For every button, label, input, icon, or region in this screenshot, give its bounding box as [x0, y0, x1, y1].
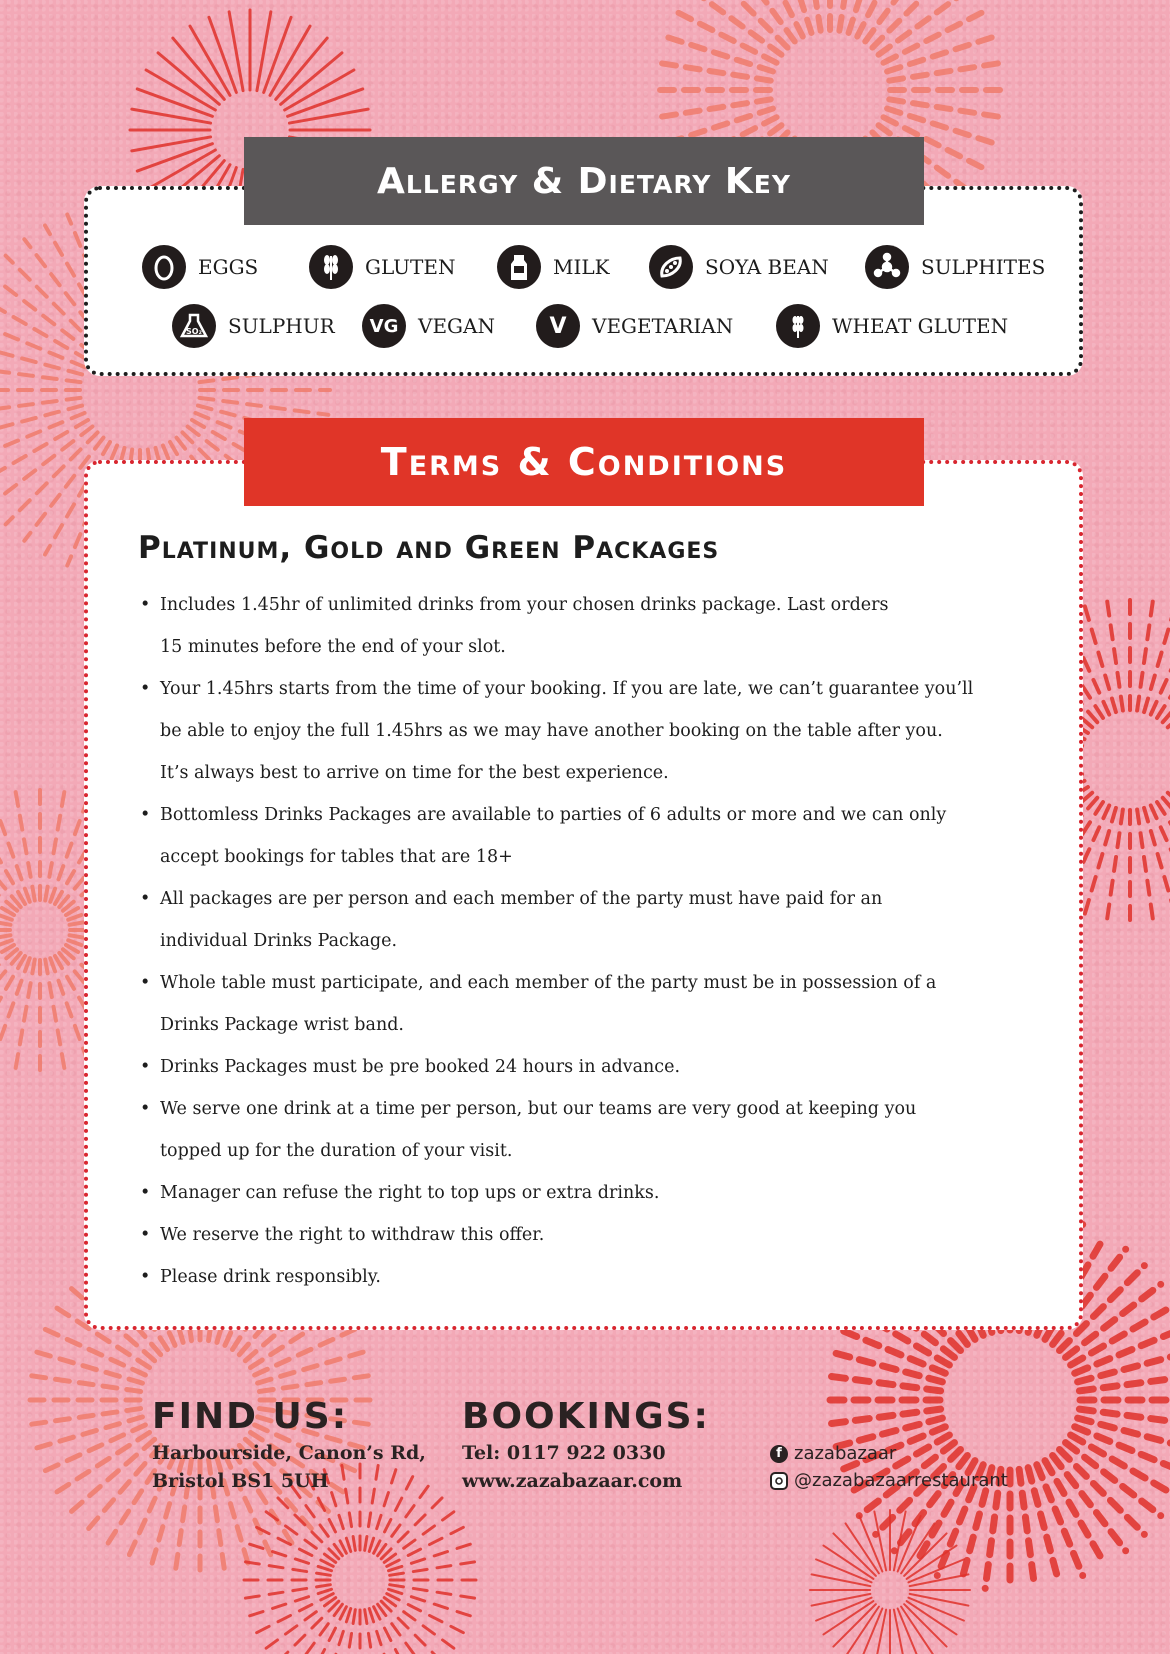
- starburst-ray: [381, 1601, 445, 1654]
- starburst-ray: [1106, 809, 1123, 928]
- starburst-ray: [389, 1543, 475, 1571]
- starburst-ray: [32, 1409, 141, 1425]
- starburst-ray: [241, 1561, 330, 1575]
- starburst-ray: [37, 1417, 143, 1448]
- starburst-ray: [390, 1585, 479, 1599]
- milk-icon: [497, 245, 541, 289]
- key-item-gluten: GLUTEN: [309, 245, 497, 289]
- facebook-icon: f: [770, 1445, 788, 1463]
- starburst-ray: [1137, 809, 1154, 928]
- starburst-ray: [889, 99, 998, 116]
- allergy-key-row-1: [142, 245, 1045, 289]
- key-item-sulphites: SULPHITES: [865, 245, 1045, 289]
- vegetarian-icon: V: [536, 304, 580, 348]
- terms-item: • Please drink responsibly.: [140, 1256, 1040, 1298]
- starburst-ray: [246, 1589, 332, 1617]
- starburst-ray: [662, 99, 771, 116]
- bookings-phone[interactable]: Tel: 0117 922 0330: [462, 1442, 666, 1464]
- starburst-ray: [275, 1601, 339, 1654]
- starburst-ray: [1144, 597, 1170, 712]
- starburst-ray: [907, 1546, 957, 1579]
- svg-text:SO₂: SO₂: [185, 327, 203, 336]
- starburst-ray: [45, 960, 64, 1068]
- starburst-ray: [369, 1609, 397, 1654]
- starburst-ray: [1144, 808, 1170, 923]
- starburst-ray: [822, 1375, 941, 1391]
- starburst-ray: [0, 341, 82, 375]
- starburst-ray: [323, 1609, 351, 1654]
- starburst-ray: [874, 1610, 886, 1654]
- terms-item: • We serve one drink at a time per person, but our teams are very good at keeping you topped up for the duration of your visit.: [140, 1088, 1040, 1172]
- starburst-ray: [812, 1574, 871, 1586]
- starburst-ray: [241, 1585, 330, 1599]
- sulphur-icon: [172, 304, 216, 348]
- starburst-ray: [57, 1432, 150, 1491]
- terms-item: • All packages are per person and each member of the party must have paid for an individual Drinks Package.: [140, 878, 1040, 962]
- bookings-website[interactable]: www.zazabazaar.com: [462, 1470, 683, 1492]
- instagram-link[interactable]: @zazabazaarrestaurant: [770, 1470, 1008, 1491]
- soya-bean-icon: [649, 245, 693, 289]
- bookings-heading: BOOKINGS:: [462, 1396, 710, 1437]
- starburst-ray: [823, 1601, 873, 1634]
- starburst-ray: [390, 1561, 479, 1575]
- starburst-ray: [0, 317, 85, 367]
- key-item-milk: MILK: [497, 245, 649, 289]
- starburst-ray: [16, 960, 35, 1068]
- address-line-2: Bristol BS1 5UH: [152, 1470, 329, 1492]
- terms-item: • Manager can refuse the right to top ups or extra drinks.: [140, 1172, 1040, 1214]
- gluten-icon: [309, 245, 353, 289]
- address-line-1: Harbourside, Canon’s Rd,: [152, 1442, 426, 1464]
- starburst-ray: [812, 1594, 871, 1606]
- starburst-ray: [846, 1523, 879, 1573]
- key-item-eggs: EGGS: [142, 245, 309, 289]
- starburst-ray: [259, 1376, 368, 1392]
- starburst-ray: [907, 1601, 957, 1634]
- starburst-ray: [1137, 592, 1154, 711]
- starburst-ray: [37, 1352, 143, 1383]
- starburst-ray: [662, 63, 771, 80]
- allergy-title: Allergy & Dietary Key: [244, 137, 924, 225]
- starburst-ray: [0, 365, 81, 382]
- vegan-icon: VG: [362, 304, 406, 348]
- terms-item: • Whole table must participate, and each member of the party must be in possession of a Drinks Package wrist band.: [140, 962, 1040, 1046]
- starburst-ray: [389, 1589, 475, 1617]
- starburst-ray: [710, 0, 788, 48]
- key-item-vegetarian: V VEGETARIAN: [536, 304, 776, 348]
- starburst-ray: [823, 1546, 873, 1579]
- sulphites-icon: [865, 245, 909, 289]
- key-item-vegan: VG VEGAN: [362, 304, 536, 348]
- starburst-ray: [894, 1610, 906, 1654]
- wheat-gluten-icon: [776, 304, 820, 348]
- terms-item: • Drinks Packages must be pre booked 24 hours in advance.: [140, 1046, 1040, 1088]
- starburst-ray: [365, 1461, 379, 1550]
- starburst-ray: [32, 1376, 141, 1392]
- instagram-icon: [770, 1472, 788, 1490]
- starburst-ray: [199, 398, 328, 415]
- starburst-ray: [341, 1461, 355, 1550]
- key-item-sulphur: SO₂ SULPHUR: [172, 304, 362, 348]
- starburst-ray: [0, 406, 82, 440]
- terms-item: • We reserve the right to withdraw this offer.: [140, 1214, 1040, 1256]
- terms-item: • Your 1.45hrs starts from the time of your booking. If you are late, we can’t guarantee you’ll be able to enjoy the full 1.45hrs as we may have another booking on the table after you. It’s always best to arrive on time for the best experience.: [140, 668, 1040, 794]
- starburst-ray: [369, 1466, 397, 1552]
- terms-item: • Includes 1.45hr of unlimited drinks from your chosen drinks package. Last orders 15 minutes before the end of your slot.: [140, 584, 1040, 668]
- starburst-ray: [872, 0, 950, 48]
- find-us-heading: FIND US:: [152, 1396, 349, 1437]
- terms-list: [140, 584, 1040, 1298]
- starburst-ray: [45, 792, 64, 900]
- terms-item: • Bottomless Drinks Packages are available to parties of 6 adults or more and we can only accept bookings for tables that are 18+: [140, 794, 1040, 878]
- starburst-ray: [258, 1352, 364, 1383]
- starburst-ray: [822, 1409, 941, 1425]
- terms-title: Terms & Conditions: [244, 418, 924, 506]
- starburst-ray: [108, 1450, 167, 1543]
- allergy-key-row-2: [172, 304, 1008, 348]
- key-item-wheat-gluten: WHEAT GLUTEN: [776, 304, 1008, 348]
- starburst-ray: [1019, 1469, 1035, 1588]
- starburst-ray: [0, 398, 81, 415]
- starburst-ray: [16, 792, 35, 900]
- starburst-ray: [874, 1512, 886, 1571]
- starburst-ray: [0, 413, 85, 463]
- starburst-ray: [1106, 592, 1123, 711]
- packages-subtitle: Platinum, Gold and Green Packages: [138, 530, 720, 566]
- starburst-ray: [910, 1594, 969, 1606]
- key-item-soya-bean: SOYA BEAN: [649, 245, 865, 289]
- starburst-ray: [246, 1543, 332, 1571]
- egg-icon: [142, 245, 186, 289]
- starburst-ray: [889, 63, 998, 80]
- facebook-link[interactable]: f zazabazaar: [770, 1443, 896, 1464]
